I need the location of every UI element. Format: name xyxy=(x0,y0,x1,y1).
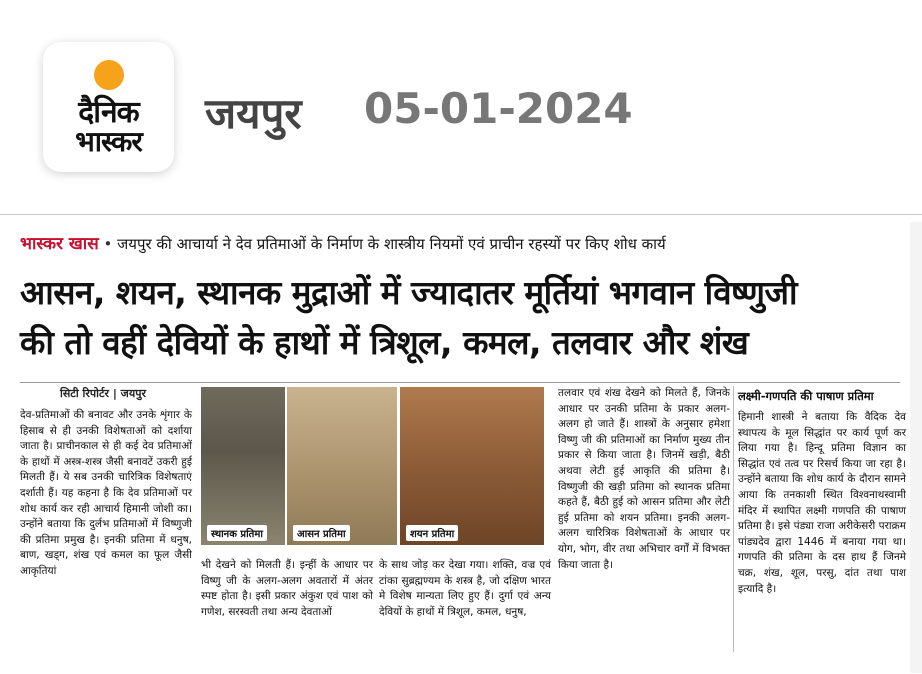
edition-date: 05-01-2024 xyxy=(364,84,633,133)
article-column-2: भी देखने को मिलती हैं। इन्हीं के आधार पर विष्णु जी के अलग-अलग अवतारों में अंतर स्पष्ट होता है। इसी प्रकार अंकुश एवं पाश को गणेश, सरस्वती तथा अन्य देवताओं xyxy=(201,559,373,618)
headline xyxy=(20,268,900,368)
headline-line1: आसन, शयन, स्थानक मुद्राओं में ज्यादातर मूर्तियां भगवान विष्णुजी xyxy=(20,273,798,312)
photo-caption: शयन प्रतिमा xyxy=(406,525,458,541)
dainik-bhaskar-logo xyxy=(43,42,174,172)
column-divider xyxy=(733,386,734,652)
edition-city: जयपुर xyxy=(205,89,302,138)
side-heading: लक्ष्मी-गणपति की पाषाण प्रतिमा xyxy=(738,389,874,403)
sun-icon xyxy=(94,60,124,90)
photo-caption: आसन प्रतिमा xyxy=(293,525,350,541)
photo-reclining-idol xyxy=(400,387,544,545)
adjacent-column-edge xyxy=(910,222,922,673)
headline-line2: की तो वहीं देवियों के हाथों में त्रिशूल, कमल, तलवार और शंख xyxy=(20,323,749,362)
logo-text-line1: दैनिक xyxy=(78,95,139,130)
kicker xyxy=(20,231,666,254)
article-column-1: देव-प्रतिमाओं की बनावट और उनके शृंगार के हिसाब से ही उनकी विशेषताओं को दर्शाया जाता है। प्राचीनकाल से ही कई देव प्रतिमाओं के हाथों में अस्त्र-शस्त्र जैसी बनावटें उकरी हुई मिलती हैं। ये सब उनकी चारित्रिक विशेषताएं दर्शाती हैं। यह कहना है कि देव प्रतिमाओं पर शोध कार्य कर रही आचार्य हिमानी जोशी का। उन्होंने बताया कि दुर्लभ प्रतिमाओं में विष्णुजी की प्रतिमा प्रमुख है। इनकी प्रतिमा में धनुष, बाण, खड्ग, शंख एवं कमल का फूल जैसी आकृतियां xyxy=(20,409,192,577)
kicker-brand: भास्कर खास xyxy=(20,234,99,254)
headline-divider xyxy=(20,382,900,383)
logo-text-line2: भास्कर xyxy=(75,125,142,158)
article-column-5: हिमानी शास्त्री ने बताया कि वैदिक देव स्थापत्य के मूल सिद्धांत पर कार्य पूर्ण कर लिया गया है। हिन्दू प्रतिमा विज्ञान का सिद्धांत एवं तत्व पर रिसर्च किया जा रहा है। उन्होंने बताया कि शोध कार्य के दौरान सामने आया कि तनकाशी स्थित विश्वनाथस्वामी मंदिर में स्थापित लक्ष्मी गणपति की पाषाण प्रतिमा है। इसे पंड्या राजा अरीकेसरी पराक्रम पांड्यदेव द्वारा 1446 में बनाया गया था। गणपति की प्रतिमा के दस हाथ हैं जिनमे चक्र, शंख, शूल, परसु, दांत तथा पाश इत्यादि है। xyxy=(738,411,906,595)
bullet-icon: • xyxy=(103,235,118,253)
article-column-3: के साथ जोड़ कर देखा गया। शक्ति, वज्र एवं टांका सुब्रह्मण्यम के शस्त्र है, जो दक्षिण भारत मे विशेष मान्यता लिए हुए हैं। दुर्गा एवं अन्य देवियों के हाथों में त्रिशूल, कमल, धनुष, xyxy=(379,559,551,618)
photo-standing-idol xyxy=(201,387,285,545)
photo-seated-idol xyxy=(287,387,397,545)
kicker-text: जयपुर की आचार्या ने देव प्रतिमाओं के निर्माण के शास्त्रीय नियमों एवं प्राचीन रहस्यों पर किए शोध कार्य xyxy=(117,235,666,253)
article-column-4: तलवार एवं शंख देखने को मिलते हैं, जिनके आधार पर उनकी प्रतिमा के प्रकार अलग-अलग हो जाते हैं। शास्त्रों के अनुसार हमेशा विष्णु जी की प्रतिमाओं का निर्माण मुख्य तीन प्रकार से किया जाता है। जिनमें खड़ी, बैठी अथवा लेटी हुई आकृति की प्रतिमा है। विष्णुजी की खड़ी प्रतिमा को स्थानक प्रतिमा कहते हैं, बैठी हुई को आसन प्रतिमा और लेटी हुई प्रतिमा को शयन प्रतिमा। इनकी अलग-अलग चारित्रिक विशेषताओं के आधार पर योग, भोग, वीर तथा अभिचार वर्गों में विभक्त किया जाता है। xyxy=(558,387,730,571)
byline: सिटी रिपोर्टर | जयपुर xyxy=(60,387,146,400)
photo-caption: स्थानक प्रतिमा xyxy=(207,525,267,541)
